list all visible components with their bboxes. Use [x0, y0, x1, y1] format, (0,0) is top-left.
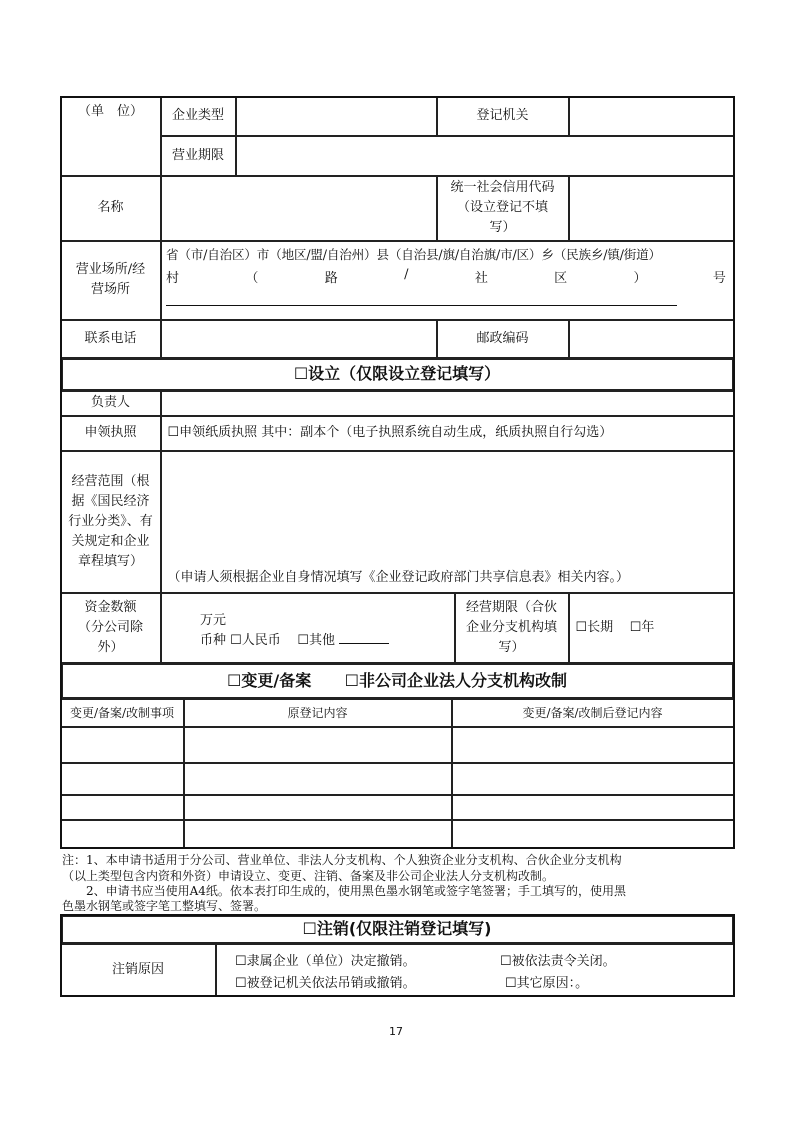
change-checkbox[interactable]: ☐变更/备案 — [227, 670, 312, 690]
unit-label: （单 位） — [61, 97, 161, 176]
column-header: 变更/备案/改制后登记内容 — [452, 699, 734, 727]
name-field[interactable] — [161, 176, 437, 241]
person-in-charge-field[interactable] — [161, 391, 734, 416]
premises-line2 — [166, 267, 726, 286]
other-currency-blank[interactable] — [339, 643, 389, 644]
name-label: 名称 — [61, 176, 161, 241]
restructure-checkbox[interactable]: ☐非公司企业法人分支机构改制 — [344, 670, 567, 690]
enterprise-type-label: 企业类型 — [161, 97, 236, 136]
years-checkbox[interactable]: ☐年 — [629, 619, 655, 635]
premises-line1: 省（市/自治区）市（地区/盟/自治州）县（自治县/旗/自治旗/市/区）乡（民族乡/镇/街道） — [166, 247, 661, 262]
license-label: 申领执照 — [61, 416, 161, 451]
capital-unit: 万元 — [200, 613, 227, 628]
column-header: 变更/备案/改制事项 — [61, 699, 184, 727]
premises-part: （ — [245, 271, 259, 286]
rmb-checkbox[interactable]: ☐人民币 — [230, 633, 281, 648]
establish-section-header[interactable]: ☐设立（仅限设立登记填写） — [61, 358, 734, 391]
address-underline — [166, 305, 677, 306]
business-term-field[interactable] — [236, 136, 734, 176]
note-line: （以上类型包含内资和外资）申请设立、变更、注销、备案及非公司企业法人分支机构改制。 — [62, 869, 555, 883]
term-label: 经营期限（合伙企业分支机构填写） — [455, 593, 569, 663]
cancel-option[interactable]: ☐隶属企业（单位）决定撤销。 — [235, 954, 416, 969]
page-number: 17 — [389, 1025, 403, 1038]
phone-label: 联系电话 — [61, 320, 161, 358]
registration-authority-label: 登记机关 — [437, 97, 569, 136]
table-cell[interactable] — [184, 763, 452, 795]
cancel-option[interactable]: ☐其它原因：。 — [505, 976, 589, 991]
table-cell[interactable] — [452, 727, 734, 763]
premises-part: 社 — [474, 271, 488, 286]
phone-field[interactable] — [161, 320, 437, 358]
capital-label: 资金数额（分公司除外） — [61, 593, 161, 663]
table-cell[interactable] — [452, 795, 734, 820]
scope-field[interactable] — [161, 451, 734, 593]
table-cell[interactable] — [61, 763, 184, 795]
other-currency-checkbox[interactable]: ☐其他 — [297, 633, 335, 648]
registration-authority-field[interactable] — [569, 97, 734, 136]
currency-label: 币种 — [200, 633, 227, 648]
postcode-label: 邮政编码 — [437, 320, 569, 358]
table-cell[interactable] — [61, 820, 184, 848]
table-cell[interactable] — [184, 727, 452, 763]
person-in-charge-label: 负责人 — [61, 391, 161, 416]
note-line: 2、申请书应当使用A4纸。依本表打印生成的，使用黑色墨水钢笔或签字笔签署；手工填写的，使用黑 — [86, 884, 626, 898]
credit-code-field[interactable] — [569, 176, 734, 241]
currency-row — [200, 629, 389, 648]
column-header: 原登记内容 — [184, 699, 452, 727]
cancel-option[interactable]: ☐被依法责令关闭。 — [500, 954, 616, 969]
premises-part: 村 — [166, 271, 180, 286]
cancel-option[interactable]: ☐被登记机关依法吊销或撤销。 — [235, 976, 416, 991]
business-term-label: 营业期限 — [161, 136, 236, 176]
premises-part: 区 — [554, 271, 568, 286]
term-field — [569, 593, 734, 663]
note-line: 色墨水钢笔或签字笔工整填写、签署。 — [62, 899, 267, 913]
change-section-header — [61, 663, 734, 699]
postcode-field[interactable] — [569, 320, 734, 358]
premises-part: / — [404, 267, 409, 282]
credit-code-label: 统一社会信用代码（设立登记不填写） — [437, 176, 569, 241]
long-term-checkbox[interactable]: ☐长期 — [575, 619, 614, 635]
premises-part: ） — [633, 271, 647, 286]
note-line: 注：1、本申请书适用于分公司、营业单位、非法人分支机构、个人独资企业分支机构、合伙企业分支机构 — [62, 853, 622, 867]
scope-note: （申请人须根据企业自身情况填写《企业登记政府部门共享信息表》相关内容。） — [167, 569, 630, 585]
premises-part: 号 — [712, 271, 726, 286]
license-option[interactable]: ☐申领纸质执照 其中：副本个（电子执照系统自动生成，纸质执照自行勾选） — [161, 416, 734, 451]
cancel-section-header[interactable]: ☐注销(仅限注销登记填写) — [61, 915, 734, 944]
premises-part: 路 — [324, 271, 338, 286]
table-cell[interactable] — [452, 820, 734, 848]
table-cell[interactable] — [61, 727, 184, 763]
table-cell[interactable] — [61, 795, 184, 820]
enterprise-type-field[interactable] — [236, 97, 437, 136]
scope-label: 经营范围（根据《国民经济行业分类》、有关规定和企业章程填写） — [61, 451, 161, 593]
table-cell[interactable] — [184, 795, 452, 820]
cancel-reason-label: 注销原因 — [61, 944, 216, 996]
table-cell[interactable] — [184, 820, 452, 848]
table-cell[interactable] — [452, 763, 734, 795]
premises-label: 营业场所/经营场所 — [61, 241, 161, 320]
